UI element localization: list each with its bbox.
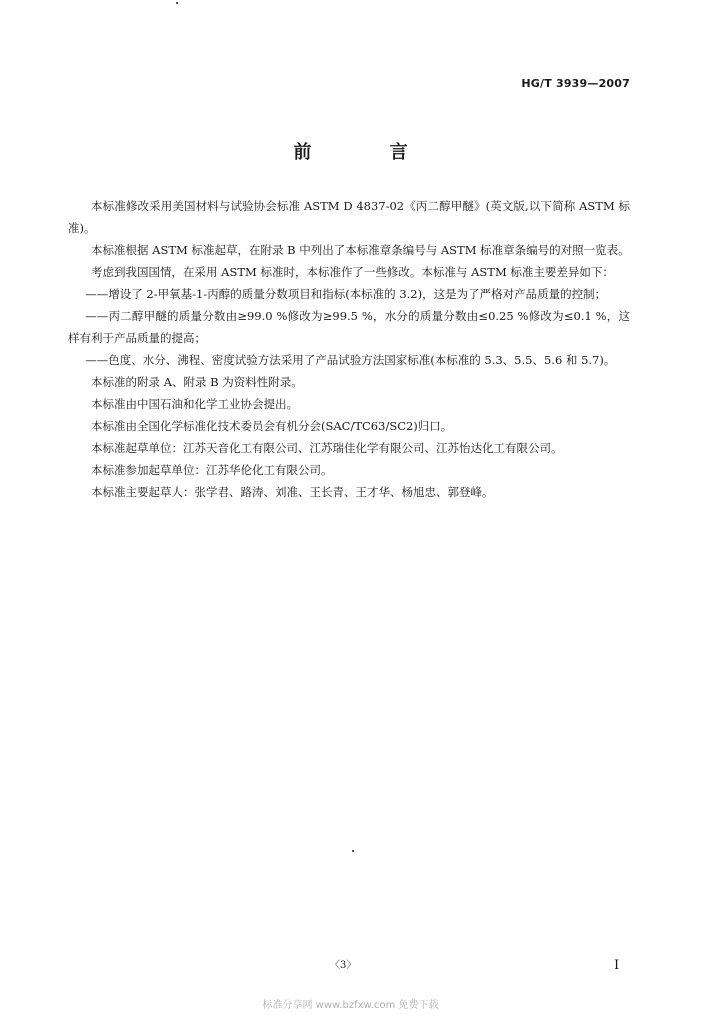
roman-page-numeral: I <box>614 958 620 973</box>
paragraph-drafters: 本标准主要起草人：张学君、路涛、刘准、王长青、王才华、杨旭忠、郭登峰。 <box>91 485 494 499</box>
page-title: 前 言 <box>293 142 444 163</box>
paragraph-participating-unit: 本标准参加起草单位：江苏华伦化工有限公司。 <box>91 463 333 477</box>
paragraph-drafting-basis: 本标准根据 ASTM 标准起草，在附录 B 中列出了本标准章条编号与 ASTM 标准章条编号的对照一览表。 <box>91 243 630 257</box>
difference-item: ——增设了 2-甲氧基-1-丙醇的质量分数项目和指标(本标准的 3.2)，这是为了严格对产品质量的控制； <box>85 287 607 301</box>
scan-speck <box>352 850 354 852</box>
foreword-body <box>68 195 630 503</box>
page-number: 〈3〉 <box>330 960 357 971</box>
paragraph-proposer: 本标准由中国石油和化学工业协会提出。 <box>91 397 298 411</box>
difference-item: ——丙二醇甲醚的质量分数由≥99.0 %修改为≥99.5 %，水分的质量分数由≤0.25 %修改为≤0.1 %，这样有利于产品质量的提高； <box>68 309 630 345</box>
standard-number: HG/T 3939—2007 <box>521 77 630 90</box>
difference-item: ——色度、水分、沸程、密度试验方法采用了产品试验方法国家标准(本标准的 5.3、5.5、5.6 和 5.7)。 <box>85 353 616 367</box>
paragraph-appendix: 本标准的附录 A、附录 B 为资料性附录。 <box>91 375 303 389</box>
watermark-link[interactable]: 标准分享网 www.bzfxw.com 免费下载 <box>262 1000 439 1011</box>
paragraph-differences-intro: 考虑到我国国情，在采用 ASTM 标准时，本标准作了一些修改。本标准与 ASTM 标准主要差异如下： <box>91 265 614 279</box>
scan-speck <box>176 2 178 4</box>
paragraph-adoption: 本标准修改采用美国材料与试验协会标准 ASTM D 4837-02《丙二醇甲醚》(英文版,以下简称 ASTM 标准)。 <box>68 199 630 235</box>
paragraph-drafting-units: 本标准起草单位：江苏天音化工有限公司、江苏瑞佳化学有限公司、江苏怡达化工有限公司。 <box>91 441 563 455</box>
paragraph-jurisdiction: 本标准由全国化学标准化技术委员会有机分会(SAC/TC63/SC2)归口。 <box>91 419 453 433</box>
